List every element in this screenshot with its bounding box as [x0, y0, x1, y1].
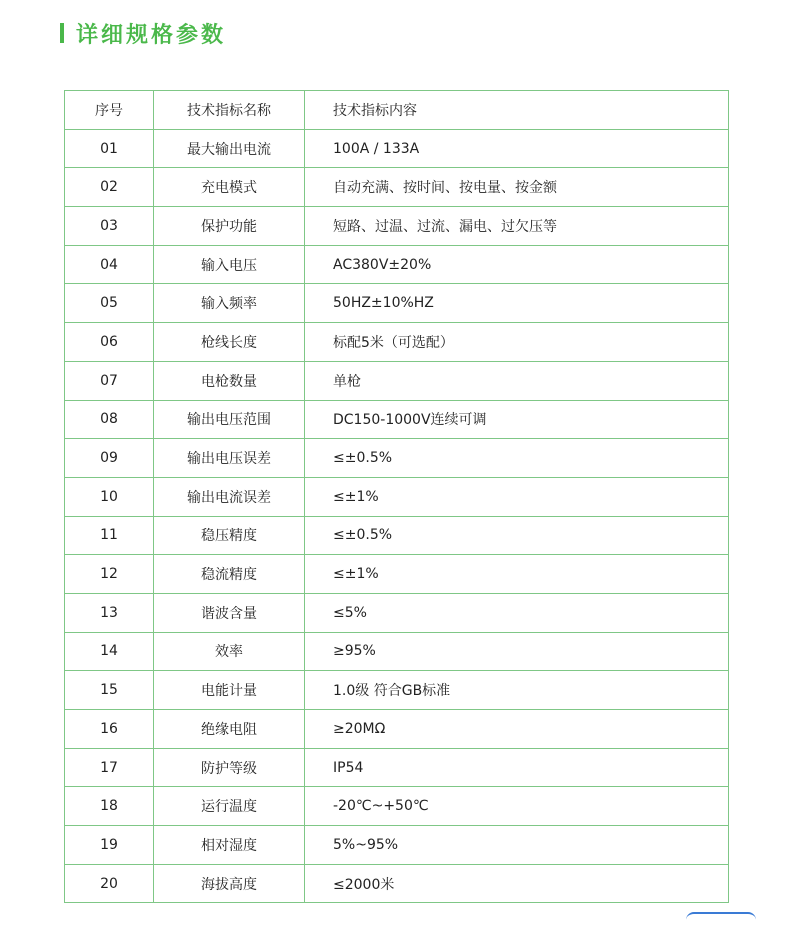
spec-name-cell: 稳压精度 [154, 516, 305, 555]
row-number-cell: 07 [65, 361, 154, 400]
table-row [65, 671, 729, 710]
spec-value-cell: 1.0级 符合GB标准 [305, 671, 729, 710]
row-number-cell: 08 [65, 400, 154, 439]
spec-name-cell: 相对湿度 [154, 826, 305, 865]
spec-value-cell: ≤±1% [305, 555, 729, 594]
spec-value-cell: AC380V±20% [305, 245, 729, 284]
spec-name-cell: 防护等级 [154, 748, 305, 787]
spec-name-cell: 电能计量 [154, 671, 305, 710]
table-row [65, 245, 729, 284]
table-row [65, 593, 729, 632]
spec-name-cell: 保护功能 [154, 207, 305, 246]
spec-name-cell: 输出电压范围 [154, 400, 305, 439]
spec-value-cell: ≥95% [305, 632, 729, 671]
spec-value-cell: ≥20MΩ [305, 710, 729, 749]
table-row [65, 439, 729, 478]
spec-name-cell: 最大输出电流 [154, 129, 305, 168]
table-body [65, 129, 729, 903]
spec-name-cell: 输出电流误差 [154, 477, 305, 516]
table-header-row [65, 91, 729, 130]
table-row [65, 826, 729, 865]
spec-value-cell: 100A / 133A [305, 129, 729, 168]
column-header-no: 序号 [65, 91, 154, 130]
row-number-cell: 16 [65, 710, 154, 749]
table-row [65, 400, 729, 439]
row-number-cell: 14 [65, 632, 154, 671]
spec-name-cell: 电枪数量 [154, 361, 305, 400]
page-title: 详细规格参数 [76, 22, 227, 48]
spec-name-cell: 稳流精度 [154, 555, 305, 594]
spec-value-cell: 5%~95% [305, 826, 729, 865]
spec-name-cell: 枪线长度 [154, 323, 305, 362]
row-number-cell: 10 [65, 477, 154, 516]
corner-decoration [686, 912, 756, 928]
column-header-name: 技术指标名称 [154, 91, 305, 130]
header-accent-bar [60, 23, 64, 43]
table-row [65, 284, 729, 323]
table-row [65, 129, 729, 168]
spec-value-cell: ≤±0.5% [305, 516, 729, 555]
row-number-cell: 11 [65, 516, 154, 555]
table-row [65, 207, 729, 246]
table-row [65, 477, 729, 516]
row-number-cell: 09 [65, 439, 154, 478]
spec-value-cell: 标配5米（可选配） [305, 323, 729, 362]
spec-value-cell: ≤2000米 [305, 864, 729, 903]
spec-value-cell: ≤5% [305, 593, 729, 632]
row-number-cell: 19 [65, 826, 154, 865]
table-row [65, 787, 729, 826]
spec-name-cell: 输出电压误差 [154, 439, 305, 478]
row-number-cell: 18 [65, 787, 154, 826]
table-row [65, 168, 729, 207]
row-number-cell: 06 [65, 323, 154, 362]
section-header [60, 18, 226, 48]
table-row [65, 516, 729, 555]
spec-name-cell: 谐波含量 [154, 593, 305, 632]
row-number-cell: 13 [65, 593, 154, 632]
spec-name-cell: 运行温度 [154, 787, 305, 826]
table-row [65, 748, 729, 787]
spec-value-cell: ≤±1% [305, 477, 729, 516]
spec-value-cell: IP54 [305, 748, 729, 787]
row-number-cell: 05 [65, 284, 154, 323]
spec-name-cell: 输入频率 [154, 284, 305, 323]
row-number-cell: 15 [65, 671, 154, 710]
table-row [65, 632, 729, 671]
spec-value-cell: 自动充满、按时间、按电量、按金额 [305, 168, 729, 207]
row-number-cell: 03 [65, 207, 154, 246]
row-number-cell: 04 [65, 245, 154, 284]
spec-value-cell: 单枪 [305, 361, 729, 400]
spec-value-cell: -20℃~+50℃ [305, 787, 729, 826]
row-number-cell: 12 [65, 555, 154, 594]
spec-name-cell: 绝缘电阻 [154, 710, 305, 749]
row-number-cell: 20 [65, 864, 154, 903]
spec-value-cell: 短路、过温、过流、漏电、过欠压等 [305, 207, 729, 246]
spec-value-cell: ≤±0.5% [305, 439, 729, 478]
table-header [65, 91, 729, 130]
spec-name-cell: 输入电压 [154, 245, 305, 284]
spec-table [64, 90, 729, 903]
spec-name-cell: 效率 [154, 632, 305, 671]
column-header-value: 技术指标内容 [305, 91, 729, 130]
row-number-cell: 17 [65, 748, 154, 787]
spec-name-cell: 充电模式 [154, 168, 305, 207]
table-row [65, 864, 729, 903]
spec-value-cell: DC150-1000V连续可调 [305, 400, 729, 439]
table-row [65, 710, 729, 749]
table-row [65, 555, 729, 594]
spec-name-cell: 海拔高度 [154, 864, 305, 903]
row-number-cell: 01 [65, 129, 154, 168]
spec-value-cell: 50HZ±10%HZ [305, 284, 729, 323]
table-row [65, 361, 729, 400]
row-number-cell: 02 [65, 168, 154, 207]
table-row [65, 323, 729, 362]
